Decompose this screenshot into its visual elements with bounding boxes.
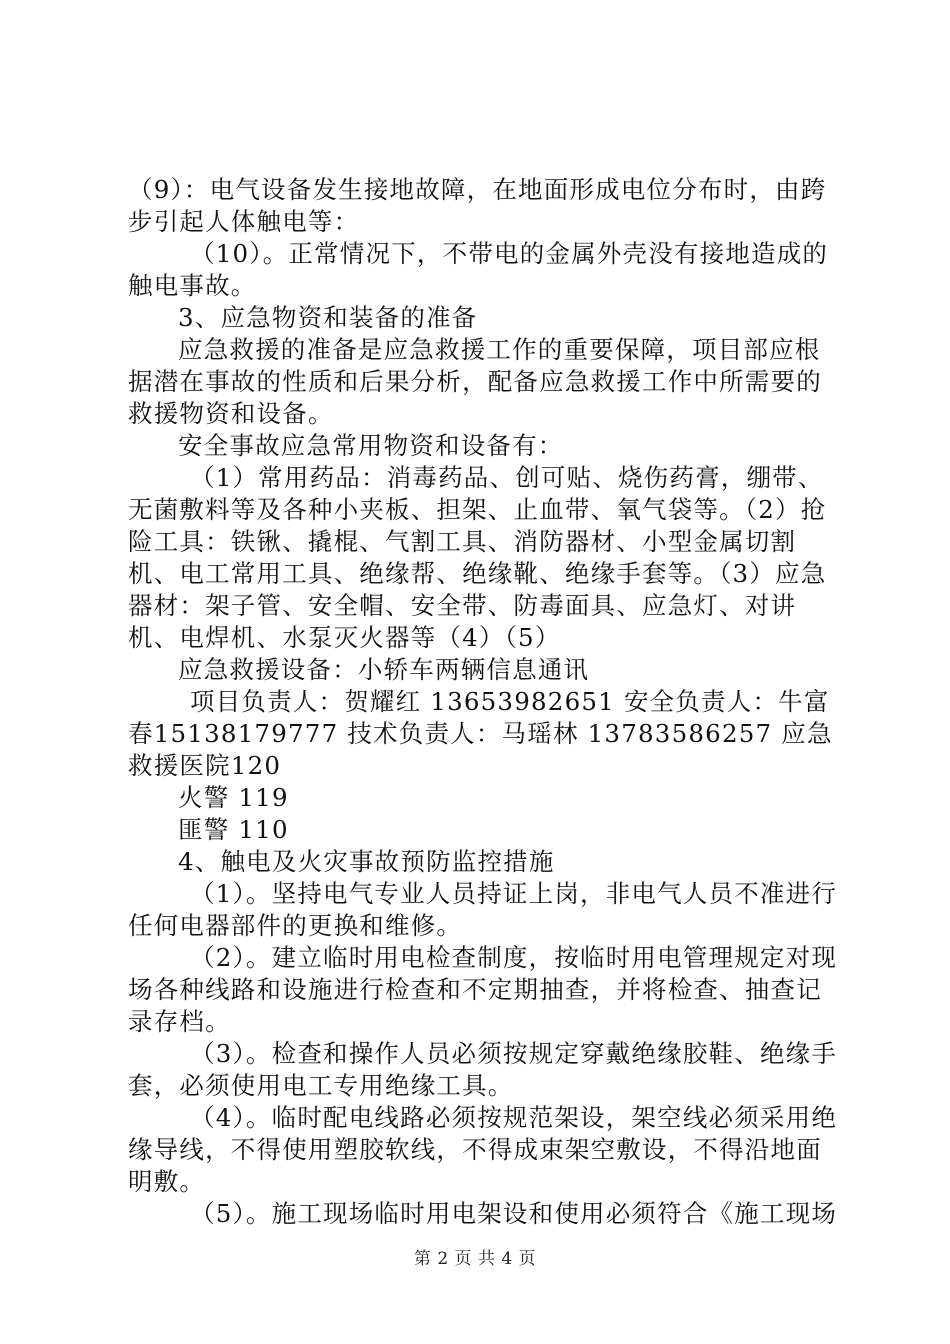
paragraph-supplies-title: 安全事故应急常用物资和设备有： xyxy=(178,431,564,460)
paragraph-item-9: （9）：电气设备发生接地故障，在地面形成电位分布时，由跨步引起人体触电等： xyxy=(128,175,827,236)
page-number-footer: 第 2 页 共 4 页 xyxy=(413,1249,537,1269)
paragraph-police-phone: 匪警 110 xyxy=(178,815,289,844)
measure-item-4: （4）。临时配电线路必须按规范架设，架空线必须采用绝缘导线，不得使用塑胶软线，不得成束架空敷设，不得沿地面明敷。 xyxy=(128,1103,838,1196)
paragraph-supplies-list: （1）常用药品：消毒药品、创可贴、烧伤药膏，绷带、无菌敷料等及各种小夹板、担架、止血带、氧气袋等。（2）抢险工具：铁锹、撬棍、气割工具、消防器材、小型金属切割机、电工常用工具、绝缘帮、绝缘靴、绝缘手套等。（3）应急器材：架子管、安全帽、安全带、防毒面具、应急灯、对讲机、电焊机、水泵灭火器等（4）（5） xyxy=(128,463,827,652)
section-heading-4: 4、触电及火灾事故预防监控措施 xyxy=(178,847,555,876)
paragraph-rescue-equipment: 应急救援设备：小轿车两辆信息通讯 xyxy=(178,655,590,684)
paragraph-item-10: （10）。正常情况下，不带电的金属外壳没有接地造成的触电事故。 xyxy=(128,239,829,300)
measure-item-2: （2）。建立临时用电检查制度，按临时用电管理规定对现场各种线路和设施进行检查和不定期抽查，并将检查、抽查记录存档。 xyxy=(128,943,838,1036)
paragraph-fire-phone: 火警 119 xyxy=(178,783,289,812)
measure-item-5: （5）。施工现场临时用电架设和使用必须符合《施工现场 xyxy=(190,1199,838,1228)
measure-item-1: （1）。坚持电气专业人员持证上岗，非电气人员不准进行任何电器部件的更换和维修。 xyxy=(128,879,838,940)
measure-item-3: （3）。检查和操作人员必须按规定穿戴绝缘胶鞋、绝缘手套，必须使用电工专用绝缘工具。 xyxy=(128,1039,838,1100)
section-heading-3: 3、应急物资和装备的准备 xyxy=(178,303,478,332)
paragraph-preparation: 应急救援的准备是应急救援工作的重要保障，项目部应根据潜在事故的性质和后果分析，配备应急救援工作中所需要的救援物资和设备。 xyxy=(128,335,822,428)
document-body xyxy=(128,174,838,1230)
paragraph-contacts: 项目负责人：贺耀红 13653982651 安全负责人：牛富春15138179777 技术负责人：马瑶林 13783586257 应急救援医院120 xyxy=(128,687,833,780)
